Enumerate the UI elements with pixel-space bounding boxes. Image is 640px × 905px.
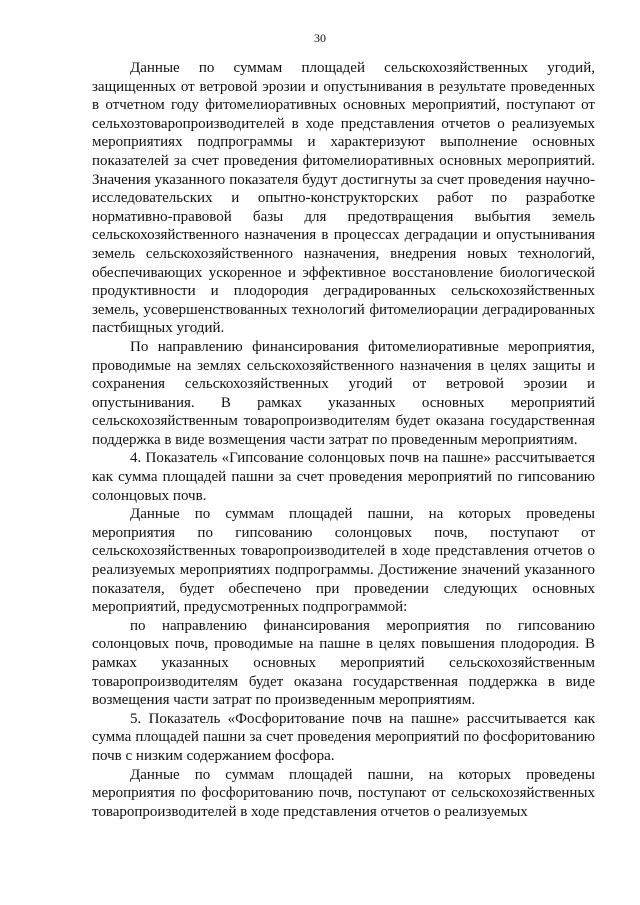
page-number: 30 xyxy=(314,31,326,45)
paragraph-phosphorite-data: Данные по суммам площадей пашни, на которых проведены мероприятия по фосфоритованию почв, поступают от сельскохозяйственных товаропроизводителей в ходе представления отчетов о реализуемых xyxy=(92,766,595,820)
paragraph-phytomelioration-data: Данные по суммам площадей сельскохозяйственных угодий, защищенных от ветровой эрозии и опустынивания в результате проведенных в отчетном году фитомелиоративных основных мероприятий, поступают от сельхозтоваропроизводителей в ходе представления отчетов о реализуемых мероприятиях подпрограммы и характеризуют выполнение основных показателей за счет проведения фитомелиоративных основных мероприятий. Значения указанного показателя будут достигнуты за счет проведения научно-исследовательских и опытно-конструкторских работ по разработке нормативно-правовой базы для предотвращения выбытия земель сельскохозяйственного назначения в процессах деградации и опустынивания земель сельскохозяйственного назначения, внедрения новых технологий, обеспечивающих ускоренное и эффективное восстановление биологической продуктивности и плодородия деградированных сельскохозяйственных земель, усовершенствованных технологий фитомелиорации деградированных пастбищных угодий. xyxy=(92,60,595,337)
paragraph-indicator-4-gypsum: 4. Показатель «Гипсование солонцовых почв на пашне» рассчитывается как сумма площадей пашни за счет проведения мероприятий по гипсованию солонцовых почв. xyxy=(92,450,595,504)
paragraph-phytomelioration-funding: По направлению финансирования фитомелиоративные мероприятия, проводимые на землях сельскохозяйственного назначения в целях защиты и сохранения сельскохозяйственных угодий от ветровой эрозии и опустынивания. В рамках указанных основных мероприятий сельскохозяйственным товаропроизводителям будет оказана государственная поддержка в виде возмещения части затрат по проведенным мероприятиям. xyxy=(92,338,595,448)
document-body xyxy=(92,59,595,821)
paragraph-indicator-5-phosphorite: 5. Показатель «Фосфоритование почв на пашне» рассчитывается как сумма площадей пашни за счет проведения мероприятий по фосфоритованию почв с низким содержанием фосфора. xyxy=(92,710,595,764)
paragraph-gypsum-data: Данные по суммам площадей пашни, на которых проведены мероприятия по гипсованию солонцовых почв, поступают от сельскохозяйственных товаропроизводителей в ходе представления отчетов о реализуемых мероприятиях подпрограммы. Достижение значений указанного показателя, будет обеспечено при проведении следующих основных мероприятий, предусмотренных подпрограммой: xyxy=(92,506,595,616)
paragraph-gypsum-funding: по направлению финансирования мероприятия по гипсованию солонцовых почв, проводимые на пашне в целях повышения плодородия. В рамках указанных основных мероприятий сельскохозяйственным товаропроизводителям будет оказана государственная поддержка в виде возмещения части затрат по произведенным мероприятиям. xyxy=(92,617,595,709)
